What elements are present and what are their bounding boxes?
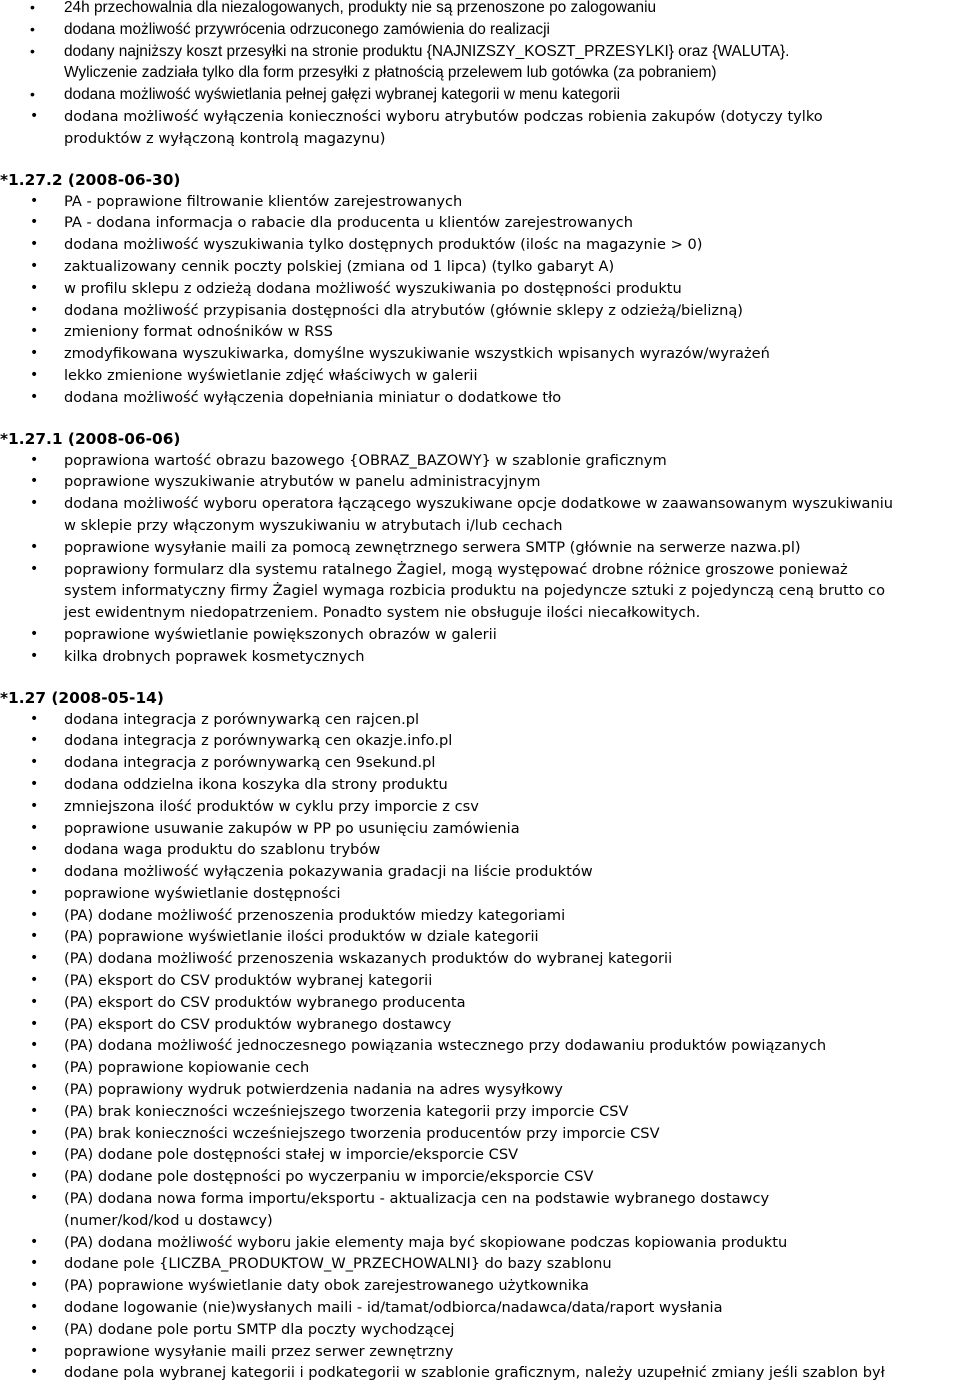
bullet-icon: •	[30, 819, 39, 836]
bullet-icon: •	[30, 625, 39, 642]
bullet-icon: •	[30, 257, 39, 274]
version-changes-list	[0, 450, 960, 668]
bullet-icon: •	[30, 732, 39, 749]
list-item-text: dodana możliwość wyłączenia konieczności wyboru atrybutów podczas robienia zakupów (dotyczy tylko	[64, 107, 823, 125]
bullet-icon: •	[30, 1015, 39, 1032]
bullet-icon: •	[30, 710, 39, 727]
list-item-text: dodana możliwość przypisania dostępności dla atrybutów (głównie sklepy z odzieżą/bielizną)	[64, 301, 743, 319]
version-changes-list	[0, 709, 960, 1385]
bullet-icon: •	[30, 950, 39, 967]
list-item-text: lekko zmienione wyświetlanie zdjęć właściwych w galerii	[64, 366, 478, 384]
list-item-text: dodana możliwość wyłączenia pokazywania gradacji na liście produktów	[64, 863, 593, 881]
list-item	[0, 365, 960, 387]
list-item-text: (PA) dodane możliwość przenoszenia produktów miedzy kategoriami	[64, 906, 566, 924]
list-item-text: (PA) eksport do CSV produktów wybranego producenta	[64, 993, 466, 1011]
bullet-icon: •	[30, 972, 39, 989]
list-item	[0, 1362, 960, 1384]
list-item-text: (PA) dodana nowa forma importu/eksportu - aktualizacja cen na podstawie wybranego dostawcy	[64, 1190, 770, 1208]
bullet-icon: •	[30, 560, 39, 577]
list-item-text: poprawiona wartość obrazu bazowego {OBRAZ_BAZOWY} w szablonie graficznym	[64, 451, 667, 469]
list-item-text: kilka drobnych poprawek kosmetycznych	[64, 647, 365, 665]
list-item-text: (PA) brak konieczności wcześniejszego tworzenia kategorii przy imporcie CSV	[64, 1102, 629, 1120]
bullet-icon: •	[30, 388, 39, 405]
bullet-icon: •	[30, 1255, 39, 1272]
bullet-icon: •	[30, 192, 39, 209]
bullet-icon: •	[30, 775, 39, 792]
list-item	[0, 1275, 960, 1297]
list-item	[0, 1057, 960, 1079]
list-item-text: produktów z wyłączoną kontrolą magazynu)	[64, 129, 386, 147]
list-item-text: (PA) dodana możliwość wyboru jakie elementy maja być skopiowane podczas kopiowania produktu	[64, 1233, 788, 1251]
list-item	[0, 709, 960, 731]
list-item-text: Wyliczenie zadziała tylko dla form przesyłki z płatnością przelewem lub gotówka (za pobraniem)	[64, 64, 717, 82]
list-item-text: dodane pole {LICZBA_PRODUKTOW_W_PRZECHOWALNI} do bazy szablonu	[64, 1255, 612, 1273]
bullet-icon: •	[30, 20, 35, 37]
list-item-text: dodana integracja z porównywarką cen rajcen.pl	[64, 710, 420, 728]
list-item	[0, 861, 960, 883]
bullet-icon: •	[30, 1037, 39, 1054]
list-item-text: w sklepie przy włączonym wyszukiwaniu w atrybutach i/lub cechach	[64, 516, 563, 534]
list-item	[0, 1035, 960, 1057]
bullet-icon: •	[30, 451, 39, 468]
list-item-text: system informatyczny firmy Żagiel wymaga rozbicia produktu na pojedyncze sztuki z pojedynczą ceną brutto co	[64, 582, 886, 600]
bullet-icon: •	[30, 1299, 39, 1316]
list-item-text: poprawione usuwanie zakupów w PP po usunięciu zamówienia	[64, 819, 520, 837]
list-item-text: dodana waga produktu do szablonu trybów	[64, 841, 381, 859]
section-spacer	[0, 668, 960, 687]
list-item	[0, 992, 960, 1014]
bullet-icon: •	[30, 214, 39, 231]
bullet-icon: •	[30, 0, 35, 15]
bullet-icon: •	[30, 993, 39, 1010]
list-item	[0, 450, 960, 472]
list-item	[0, 1319, 960, 1341]
list-item-text: poprawione wyświetlanie powiększonych obrazów w galerii	[64, 625, 497, 643]
list-item	[0, 1253, 960, 1275]
bullet-icon: •	[30, 1081, 39, 1098]
list-item	[0, 343, 960, 365]
list-item-text: zaktualizowany cennik poczty polskiej (zmiana od 1 lipca) (tylko gabaryt A)	[64, 257, 615, 275]
list-item	[0, 41, 960, 85]
list-item	[0, 774, 960, 796]
bullet-icon: •	[30, 1233, 39, 1250]
list-item	[0, 537, 960, 559]
list-item-text: dodana możliwość przywrócenia odrzuconego zamówienia do realizacji	[64, 20, 550, 38]
bullet-icon: •	[30, 279, 39, 296]
list-item	[0, 493, 960, 537]
list-item-text: poprawione wyszukiwanie atrybutów w panelu administracyjnym	[64, 473, 541, 491]
bullet-icon: •	[30, 928, 39, 945]
list-item	[0, 1232, 960, 1254]
list-item-text: (PA) eksport do CSV produktów wybranego dostawcy	[64, 1015, 452, 1033]
list-item	[0, 471, 960, 493]
list-item-text: dodana integracja z porównywarką cen okazje.info.pl	[64, 732, 453, 750]
list-item-text: (PA) dodane pole portu SMTP dla poczty wychodzącej	[64, 1320, 455, 1338]
list-item-text: (numer/kod/kod u dostawcy)	[64, 1211, 273, 1229]
list-item	[0, 278, 960, 300]
list-item	[0, 191, 960, 213]
version-heading: *1.27 (2008-05-14)	[0, 688, 164, 707]
list-item-text: dodana oddzielna ikona koszyka dla strony produktu	[64, 775, 448, 793]
bullet-icon: •	[30, 1059, 39, 1076]
section-spacer	[0, 409, 960, 428]
list-item-text: zmieniony format odnośników w RSS	[64, 323, 333, 341]
list-item	[0, 387, 960, 409]
bullet-icon: •	[30, 495, 39, 512]
list-item	[0, 926, 960, 948]
intro-list	[0, 0, 960, 150]
list-item-text: poprawiony formularz dla systemu ratalnego Żagiel, mogą występować drobne różnice groszowe ponieważ	[64, 560, 848, 578]
list-item-text: dodana integracja z porównywarką cen 9sekund.pl	[64, 754, 436, 772]
list-item-text: dodany najniższy koszt przesyłki na stronie produktu {NAJNIZSZY_KOSZT_PRZESYLKI} oraz {WALUTA}.	[64, 42, 790, 60]
list-item-text: dodane pola wybranej kategorii i podkategorii w szablonie graficznym, należy uzupełnić zmiany jeśli szablon był	[64, 1364, 885, 1382]
changelog-sections	[0, 150, 960, 1385]
bullet-icon: •	[30, 863, 39, 880]
list-item	[0, 796, 960, 818]
list-item	[0, 905, 960, 927]
version-heading: *1.27.2 (2008-06-30)	[0, 170, 181, 189]
list-item	[0, 19, 960, 41]
list-item-text: zmniejszona ilość produktów w cyklu przy imporcie z csv	[64, 797, 479, 815]
bullet-icon: •	[30, 1342, 39, 1359]
list-item-text: w profilu sklepu z odzieżą dodana możliwość wyszukiwania po dostępności produktu	[64, 279, 682, 297]
bullet-icon: •	[30, 1168, 39, 1185]
list-item	[0, 559, 960, 624]
bullet-icon: •	[30, 1364, 39, 1381]
list-item-text: dodane logowanie (nie)wysłanych maili - id/tamat/odbiorca/nadawca/data/raport wysłania	[64, 1299, 723, 1317]
list-item	[0, 106, 960, 150]
bullet-icon: •	[30, 366, 39, 383]
list-item-text: PA - dodana informacja o rabacie dla producenta u klientów zarejestrowanych	[64, 214, 633, 232]
list-item-text: (PA) dodane pole dostępności po wyczerpaniu w imporcie/eksporcie CSV	[64, 1168, 594, 1186]
list-item	[0, 84, 960, 106]
list-item	[0, 948, 960, 970]
bullet-icon: •	[30, 797, 39, 814]
bullet-icon: •	[30, 647, 39, 664]
list-item-text: (PA) poprawione wyświetlanie daty obok zarejestrowanego użytkownika	[64, 1277, 589, 1295]
list-item	[0, 1144, 960, 1166]
bullet-icon: •	[30, 1320, 39, 1337]
list-item	[0, 730, 960, 752]
bullet-icon: •	[30, 473, 39, 490]
list-item-text: dodana możliwość wyświetlania pełnej gałęzi wybranej kategorii w menu kategorii	[64, 86, 621, 104]
bullet-icon: •	[30, 1124, 39, 1141]
bullet-icon: •	[30, 1102, 39, 1119]
list-item	[0, 970, 960, 992]
list-item	[0, 752, 960, 774]
list-item-text: 24h przechowalnia dla niezalogowanych, produkty nie są przenoszone po zalogowaniu	[64, 0, 657, 16]
list-item	[0, 300, 960, 322]
bullet-icon: •	[30, 42, 35, 59]
section-spacer	[0, 150, 960, 169]
bullet-icon: •	[30, 301, 39, 318]
bullet-icon: •	[30, 754, 39, 771]
list-item-text: poprawione wysyłanie maili przez serwer zewnętrzny	[64, 1342, 454, 1360]
bullet-icon: •	[30, 345, 39, 362]
list-item	[0, 646, 960, 668]
list-item	[0, 1079, 960, 1101]
list-item-text: (PA) eksport do CSV produktów wybranej kategorii	[64, 972, 433, 990]
bullet-icon: •	[30, 538, 39, 555]
list-item	[0, 321, 960, 343]
list-item-text: PA - poprawione filtrowanie klientów zarejestrowanych	[64, 192, 463, 210]
list-item	[0, 883, 960, 905]
list-item	[0, 234, 960, 256]
list-item	[0, 1166, 960, 1188]
list-item-text: (PA) dodana możliwość jednoczesnego powiązania wstecznego przy dodawaniu produktów powiązanych	[64, 1037, 827, 1055]
bullet-icon: •	[30, 1146, 39, 1163]
bullet-icon: •	[30, 884, 39, 901]
bullet-icon: •	[30, 107, 39, 124]
bullet-icon: •	[30, 1277, 39, 1294]
bullet-icon: •	[30, 1190, 39, 1207]
bullet-icon: •	[30, 323, 39, 340]
list-item-text: dodana możliwość wyszukiwania tylko dostępnych produktów (ilośc na magazynie > 0)	[64, 236, 703, 254]
bullet-icon: •	[30, 236, 39, 253]
list-item-text: jest ewidentnym niedopatrzeniem. Ponadto system nie obsługuje ilości niecałkowitych.	[64, 604, 701, 622]
list-item-text: (PA) poprawiony wydruk potwierdzenia nadania na adres wysyłkowy	[64, 1081, 563, 1099]
list-item	[0, 1341, 960, 1363]
list-item-text: zmodyfikowana wyszukiwarka, domyślne wyszukiwanie wszystkich wpisanych wyrazów/wyrażeń	[64, 345, 770, 363]
list-item	[0, 1014, 960, 1036]
list-item-text: dodana możliwość wyboru operatora łączącego wyszukiwane opcje dodatkowe w zaawansowanym wyszukiwaniu	[64, 495, 894, 513]
bullet-icon: •	[30, 86, 35, 103]
list-item	[0, 818, 960, 840]
version-changes-list	[0, 191, 960, 409]
list-item-text: (PA) dodana możliwość przenoszenia wskazanych produktów do wybranej kategorii	[64, 950, 673, 968]
list-item	[0, 839, 960, 861]
list-item	[0, 1297, 960, 1319]
list-item	[0, 0, 960, 19]
list-item	[0, 256, 960, 278]
list-item-text: poprawione wysyłanie maili za pomocą zewnętrznego serwera SMTP (głównie na serwerze nazwa.pl)	[64, 538, 801, 556]
list-item-text: (PA) poprawione wyświetlanie ilości produktów w dziale kategorii	[64, 928, 539, 946]
list-item	[0, 624, 960, 646]
list-item	[0, 1101, 960, 1123]
list-item-text: dodana możliwość wyłączenia dopełniania miniatur o dodatkowe tło	[64, 388, 562, 406]
list-item	[0, 212, 960, 234]
list-item-text: (PA) dodane pole dostępności stałej w imporcie/eksporcie CSV	[64, 1146, 519, 1164]
list-item	[0, 1123, 960, 1145]
list-item	[0, 1188, 960, 1232]
list-item-text: poprawione wyświetlanie dostępności	[64, 884, 341, 902]
list-item-text: (PA) poprawione kopiowanie cech	[64, 1059, 310, 1077]
bullet-icon: •	[30, 906, 39, 923]
version-heading: *1.27.1 (2008-06-06)	[0, 429, 181, 448]
bullet-icon: •	[30, 841, 39, 858]
list-item-text: (PA) brak konieczności wcześniejszego tworzenia producentów przy imporcie CSV	[64, 1124, 660, 1142]
